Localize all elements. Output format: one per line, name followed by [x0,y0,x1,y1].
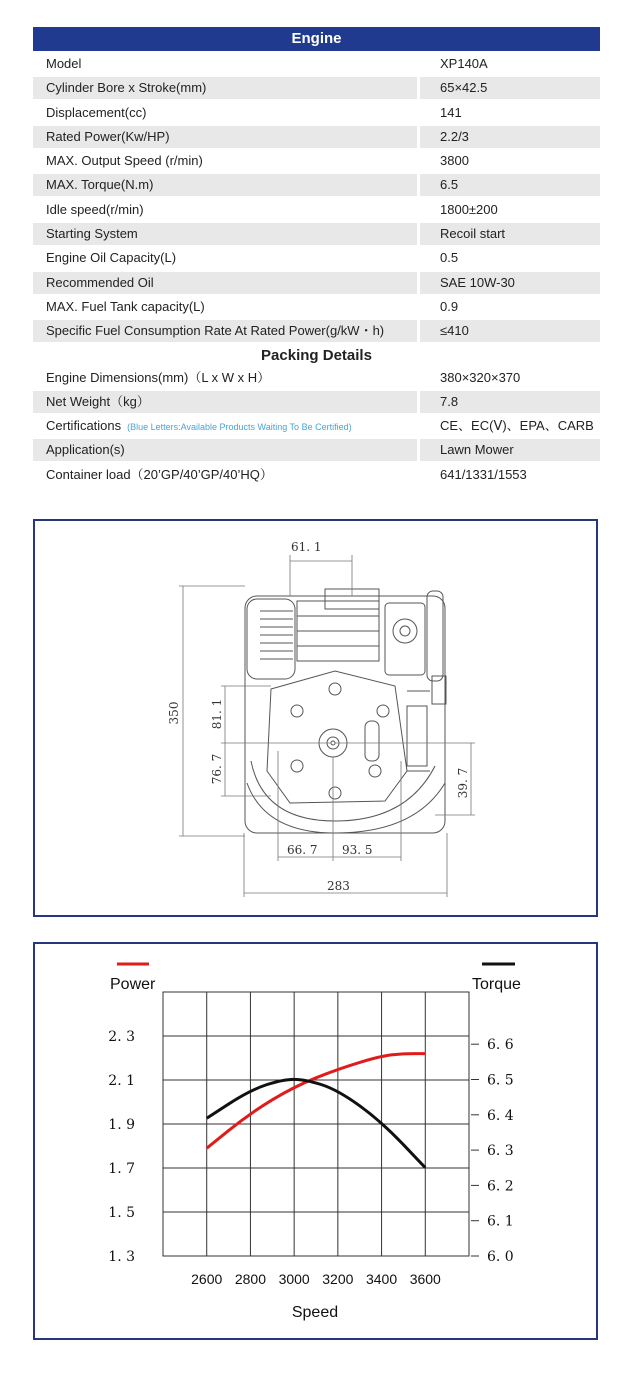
engine-drawing-panel [33,519,598,917]
spec-label [33,247,417,269]
y-right-tick-label: 6. 6 [487,1037,514,1054]
dim-height: 350 [167,701,181,725]
spec-label [33,464,417,486]
spec-value: 2.2/3 [420,126,600,148]
spec-row [33,77,600,99]
y-right-tick-label: 6. 5 [487,1072,514,1089]
spec-row [33,296,600,318]
spec-label [33,439,417,461]
engine-drawing [35,521,596,915]
spec-label-text: MAX. Output Speed (r/min) [46,153,203,169]
performance-chart [35,944,596,1338]
dim-top: 61. 1 [291,540,322,554]
spec-row [33,199,600,221]
carburetor [385,603,425,675]
spec-value: 1800±200 [440,201,498,217]
spec-label [33,174,417,196]
spec-label [33,223,417,245]
certification-note: (Blue Letters:Available Products Waiting To Be Certified) [127,422,352,433]
spec-label-text: Starting System [46,226,138,242]
spec-row [33,150,600,172]
spec-value: 6.5 [420,174,600,196]
dim-right: 39. 7 [456,767,470,799]
legend-power-label: Power [110,976,156,993]
spec-label-text: Certifications [46,418,122,434]
y-right-tick-label: 6. 1 [487,1213,514,1230]
spec-label-text: Engine Oil Capacity(L) [46,250,177,266]
fan-fins [260,611,293,659]
spec-value: 380×320×370 [440,369,521,385]
spec-value: 641/1331/1553 [440,466,527,482]
spec-label-text: Model [46,56,82,71]
spec-row [33,391,600,413]
dim-upper-left: 81. 1 [210,698,224,730]
spec-label [33,391,417,413]
crankcase [267,671,407,803]
spec-value: CE、EC(Ⅴ)、EPA、CARB [440,418,594,434]
spec-label [33,102,417,124]
spec-value: XP140A [440,56,488,71]
y-right-tick-label: 6. 2 [487,1178,514,1195]
spec-value: 3800 [440,153,469,169]
x-tick-label: 3200 [322,1271,354,1287]
spec-table [33,27,600,488]
spec-value: SAE 10W-30 [420,272,600,294]
spec-label-text: Recommended Oil [46,274,154,290]
x-tick-label: 3600 [409,1271,441,1287]
performance-chart-panel [33,942,598,1340]
spec-label [33,199,417,221]
dim-width: 283 [327,879,350,893]
spec-label [33,77,417,99]
y-left-tick-label: 2. 3 [108,1029,135,1045]
spec-row [33,53,600,75]
spec-label-text: Net Weight（kg） [46,393,150,409]
spec-row [33,367,600,389]
y-left-tick-label: 1. 3 [108,1249,135,1265]
spec-label-text: Application(s) [46,442,125,458]
spec-value: 0.9 [440,298,459,314]
spec-label [33,320,417,342]
x-tick-label: 3000 [278,1271,310,1287]
y-right-tick-label: 6. 0 [487,1249,514,1265]
y-left-tick-label: 2. 1 [108,1073,135,1089]
dim-bottom-left: 66. 7 [287,843,318,857]
recoil-starter [427,591,443,681]
spec-label [33,296,417,318]
x-tick-label: 2600 [191,1271,223,1287]
spec-label-text: Specific Fuel Consumption Rate At Rated Power(g/kW・h) [46,323,385,339]
dim-bottom-mid: 93. 5 [342,843,373,857]
spec-row [33,102,600,124]
engine-outline [245,596,445,833]
spec-label [33,367,417,389]
chart-grid [163,992,469,1256]
y-right-tick-label: 6. 4 [487,1107,514,1124]
packing-rows [33,367,600,486]
x-tick-label: 3400 [365,1271,398,1287]
spec-label-text: Rated Power(Kw/HP) [46,128,170,144]
spec-value: ≤410 [420,320,600,342]
spec-value: 141 [440,104,462,120]
spec-row [33,174,600,196]
x-tick-label: 2800 [234,1271,267,1287]
spec-row [33,272,600,294]
spec-row [33,126,600,148]
legend-torque-label: Torque [472,976,521,993]
spec-value: Recoil start [420,223,600,245]
x-axis-label: Speed [291,1304,339,1321]
spec-row [33,247,600,269]
spec-label [33,415,417,437]
spec-label-text: Idle speed(r/min) [46,201,144,217]
spec-label-text: Displacement(cc) [46,104,147,120]
spec-label [33,126,417,148]
spec-label [33,272,417,294]
spec-label-text: Cylinder Bore x Stroke(mm) [46,80,207,96]
spec-row [33,320,600,342]
packing-header: Packing Details [261,346,372,364]
spec-row [33,415,600,437]
engine-rows [33,53,600,342]
spec-value: 65×42.5 [420,77,600,99]
y-right-tick-label: 6. 3 [487,1143,514,1160]
spec-label-text: Container load（20’GP/40’GP/40’HQ） [46,466,273,482]
spec-value: 7.8 [420,391,600,413]
spec-value: 0.5 [440,250,459,266]
y-left-tick-label: 1. 5 [108,1205,135,1221]
spec-label [33,53,417,75]
spec-label-text: MAX. Torque(N.m) [46,177,154,193]
spec-row [33,439,600,461]
spec-label-text: Engine Dimensions(mm)（L x W x H） [46,369,271,385]
spec-row [33,223,600,245]
y-left-tick-label: 1. 9 [108,1117,135,1133]
spec-label-text: MAX. Fuel Tank capacity(L) [46,298,205,314]
dim-lower-left: 76. 7 [210,753,224,785]
engine-header: Engine [33,27,600,51]
y-left-tick-label: 1. 7 [108,1161,135,1177]
spec-value: Lawn Mower [420,439,600,461]
spec-label [33,150,417,172]
spec-row [33,464,600,486]
